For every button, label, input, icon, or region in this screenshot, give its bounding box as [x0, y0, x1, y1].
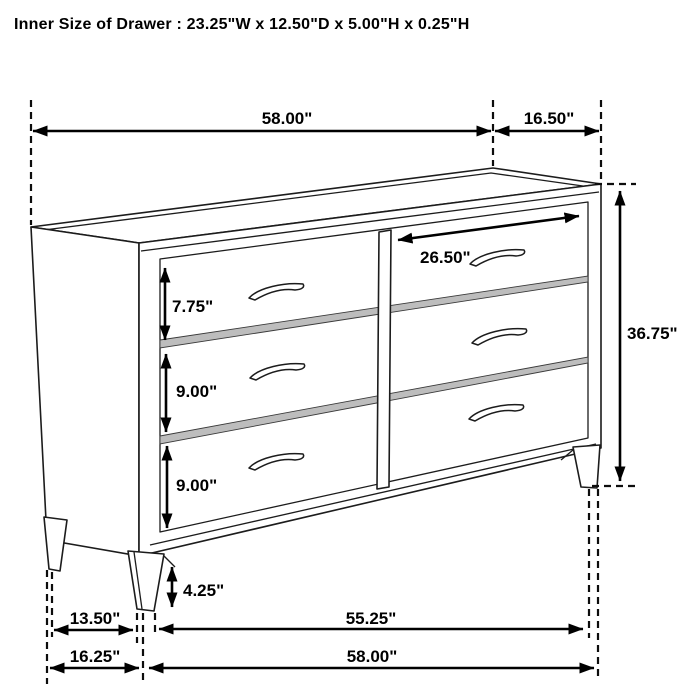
back-left-leg — [44, 517, 67, 571]
label-middle-drawer-height: 9.00" — [176, 382, 218, 401]
label-bottom-width: 58.00" — [346, 647, 398, 666]
dresser-left-panel — [31, 227, 139, 556]
label-side-depth-outer: 16.25" — [69, 647, 121, 666]
diagram-title: Inner Size of Drawer : 23.25"W x 12.50"D x 5.00"H x 0.25"H — [14, 16, 470, 33]
label-overall-height: 36.75" — [627, 324, 678, 343]
label-top-drawer-height: 7.75" — [172, 297, 214, 316]
front-left-leg-bracket — [164, 556, 175, 567]
label-bottom-drawer-height: 9.00" — [176, 476, 218, 495]
label-drawer-width: 26.50" — [420, 248, 471, 267]
label-side-depth-inner: 13.50" — [69, 609, 121, 628]
label-top-width: 58.00" — [261, 109, 313, 128]
label-leg-height: 4.25" — [183, 581, 225, 600]
dresser-drawing — [31, 168, 601, 611]
center-divider-stile — [377, 230, 391, 489]
label-top-depth: 16.50" — [523, 109, 575, 128]
front-left-leg — [128, 551, 164, 611]
label-front-span-inner: 55.25" — [345, 609, 397, 628]
front-right-leg — [573, 445, 600, 488]
